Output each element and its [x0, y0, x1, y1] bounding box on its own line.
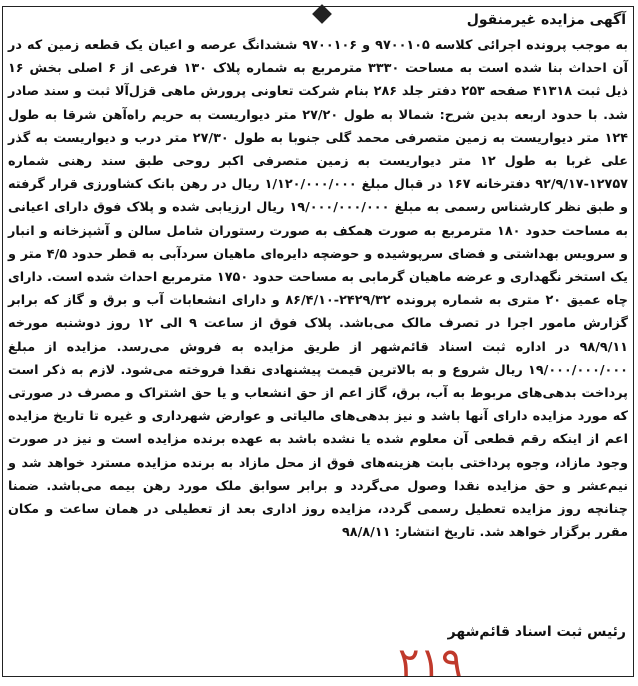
- signature: رئیس ثبت اسناد قائم‌شهر: [447, 624, 626, 640]
- notice-title: آگهی مزایده غیرمنقول: [466, 12, 626, 28]
- handwritten-number: ۲۱۹: [398, 640, 463, 686]
- ornament-diamond-icon: [312, 4, 332, 24]
- notice-body: به موجب پرونده اجرائی کلاسه ۹۷۰۰۱۰۵ و ۹۷۰۰۱۰۶ ششدانگ عرصه و اعیان یک قطعه زمین که در آن احداث بنا شده است به مساحت ۳۳۳۰ مترمربع به شماره پلاک ۱۳۰ فرعی از ۶ اصلی بخش ۱۶ ذیل ثبت ۴۱۳۱۸ صفحه ۲۵۳ دفتر جلد ۲۸۶ بنام شرکت تعاونی پرورش ماهی قزل‌آلا ثبت و سند صادر شد. با حدود اربعه بدین شرح: شمالا به طول ۲۷/۲۰ متر دیواریست به حریم راه‌آهن شرقا به طول ۱۲۴ متر دیواریست به زمین متصرفی محمد گلی جنوبا به طول ۲۷/۳۰ متر درب و دیواریست به گذر علی غربا به طول ۱۲ متر دیواریست به زمین متصرفی اکبر روحی طبق سند رهنی شماره ۱۲۷۵۷-۹۲/۹/۱۷ دفترخانه ۱۶۷ در قبال مبلغ ۱/۱۲۰/۰۰۰/۰۰۰ ریال در رهن بانک کشاورزی قرار گرفته و طبق نظر کارشناس رسمی به مبلغ ۱۹/۰۰۰/۰۰۰/۰۰۰ ریال ارزیابی شده و پلاک فوق دارای اعیانی به مساحت حدود ۱۸۰ مترمربع به صورت همکف به صورت رستوران شامل سالن و آشپزخانه و انبار و سرویس بهداشتی و فضای سرپوشیده و حوضچه دایره‌ای ماهیان سردآبی به قطر حدود ۴/۵ متر و یک استخر نگهداری و عرضه ماهیان گرمابی به مساحت حدود ۱۷۵۰ مترمربع احداث شده است. دارای چاه عمیق ۲۰ متری به شماره پرونده ۲۴۲۹/۳۲-۸۶/۴/۱۰ و دارای انشعابات آب و برق و گاز که برابر گزارش مامور اجرا در تصرف مالک می‌باشد. پلاک فوق از ساعت ۹ الی ۱۲ روز دوشنبه مورخه ۹۸/۹/۱۱ در اداره ثبت اسناد قائم‌شهر از طریق مزایده به فروش می‌رسد. مزایده از مبلغ ۱۹/۰۰۰/۰۰۰/۰۰۰ ریال شروع و به بالاترین قیمت پیشنهادی نقدا فروخته می‌شود. لازم به ذکر است پرداخت بدهی‌های مربوط به آب، برق، گاز اعم از حق انشعاب و یا حق اشتراک و مصرف در صورتی که مورد مزایده دارای آنها باشد و نیز بدهی‌های مالیاتی و عوارض شهرداری و غیره تا تاریخ مزایده اعم از اینکه رقم قطعی آن معلوم شده یا نشده باشد به عهده برنده مزایده است و نیز در صورت وجود مازاد، وجوه پرداختی بابت هزینه‌های فوق از محل مازاد به برنده مزایده مسترد خواهد شد و نیم‌عشر و حق مزایده نقدا وصول می‌گردد و برابر سوابق ملک مورد رهن بیمه می‌باشد. ضمنا چنانچه روز مزایده تعطیل رسمی گردد، مزایده روز اداری بعد از تعطیلی در همان ساعت و مکان مقرر برگزار خواهد شد. تاریخ انتشار: ۹۸/۸/۱۱: [8, 38, 629, 541]
